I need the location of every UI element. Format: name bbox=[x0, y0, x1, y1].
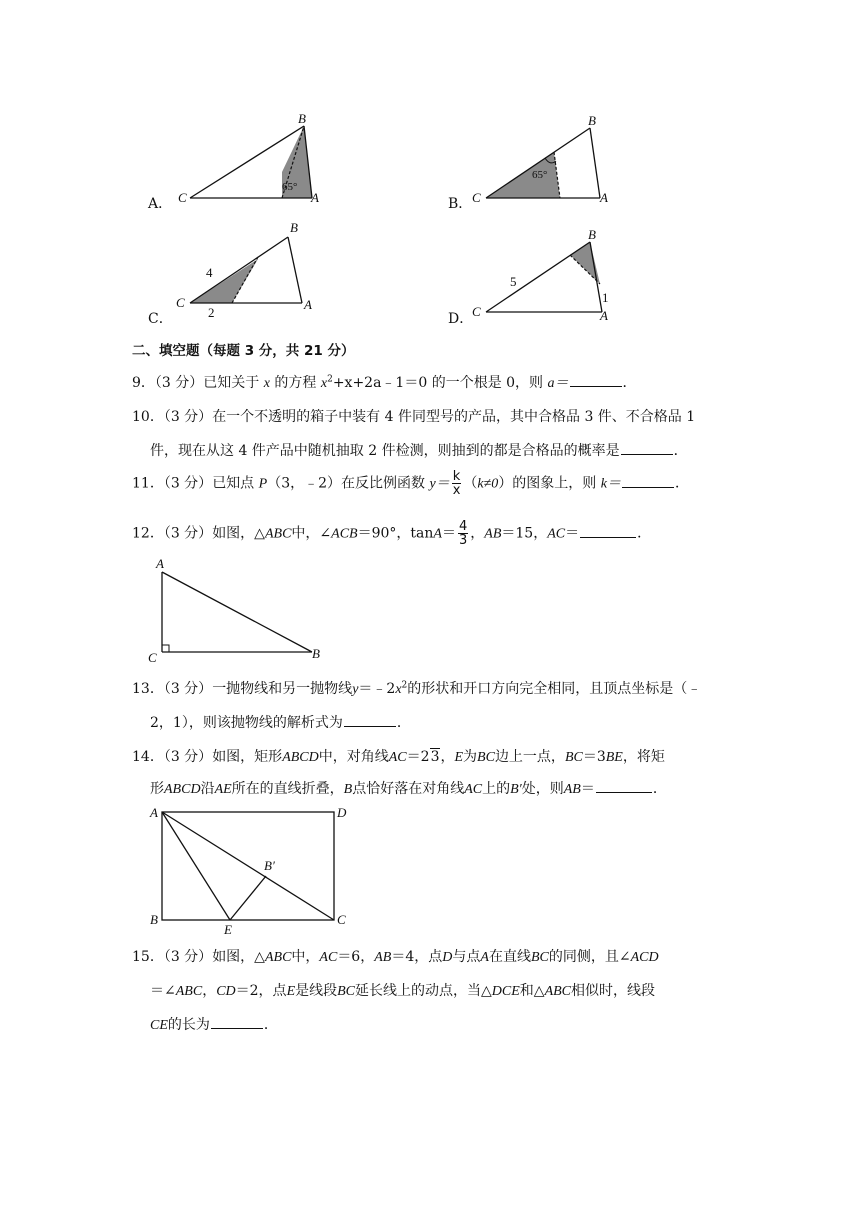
q14-vertex-d: D bbox=[337, 805, 347, 820]
q14-point-b-prime: B′ bbox=[264, 858, 275, 873]
answer-blank-11[interactable] bbox=[622, 473, 674, 488]
answer-blank-12[interactable] bbox=[580, 523, 636, 538]
q14-rectangle-figure bbox=[140, 800, 370, 940]
question-15-line-2: ＝∠ABC，CD＝2，点E是线段BC延长线上的动点，当△DCE和△ABC相似时，线段 bbox=[150, 983, 656, 999]
answer-blank-15[interactable] bbox=[211, 1014, 263, 1029]
option-c-side-ba bbox=[288, 237, 302, 303]
option-b-angle: 65° bbox=[532, 169, 548, 181]
option-b-side-ba bbox=[590, 128, 600, 198]
option-b-vertex-a: A bbox=[600, 190, 608, 205]
option-d-side-5: 5 bbox=[510, 274, 517, 289]
option-b-label: B． bbox=[448, 196, 473, 212]
option-c-label: C． bbox=[148, 311, 173, 327]
question-9: 9．（3 分）已知关于 x 的方程 $x^2+x+2a﹣1=0$ 的一个根是 0，则 a＝ ． bbox=[132, 372, 637, 392]
question-14-line-1: 14．（3 分）如图，矩形ABCD中，对角线AC＝23，E为BC边上一点，BC＝3BE，将矩 bbox=[132, 749, 665, 765]
option-b-vertex-c: C bbox=[472, 190, 481, 205]
option-a-triangle-figure bbox=[170, 108, 330, 208]
question-10-line-2: 件，现在从这 4 件产品中随机抽取 2 件检测，则抽到的都是合格品的概率是 ． bbox=[150, 440, 688, 460]
option-c-side-cb bbox=[190, 237, 288, 303]
option-d-side-1: 1 bbox=[602, 290, 609, 305]
option-b-triangle-figure bbox=[470, 108, 630, 208]
option-d-label: D． bbox=[448, 311, 474, 327]
q14-fold-line-ae bbox=[162, 812, 230, 920]
question-13-line-2: 2，1），则该抛物线的解析式为 ． bbox=[150, 712, 411, 732]
question-12: 12．（3 分）如图，△ABC中，∠ACB＝90°，tanA＝ $\frac{4}{3}$ ，AB＝15，AC＝ ． bbox=[132, 519, 652, 548]
q14-vertex-a: A bbox=[150, 805, 158, 820]
answer-blank-14[interactable] bbox=[596, 778, 652, 793]
q14-segment-eb-prime bbox=[230, 876, 266, 920]
question-13-line-1: 13．（3 分）一抛物线和另一抛物线$y=﹣2x^2$的形状和开口方向完全相同，且顶点坐标是（﹣ bbox=[132, 680, 702, 697]
question-14-line-2: 形ABCD沿AE所在的直线折叠，B点恰好落在对角线AC上的B′处，则AB＝ ． bbox=[150, 778, 667, 798]
option-d-side-cb bbox=[486, 242, 590, 312]
question-10-line-1: 10．（3 分）在一个不透明的箱子中装有 4 件同型号的产品，其中合格品 3 件、不合格品 1 bbox=[132, 409, 696, 425]
option-a-vertex-a: A bbox=[311, 190, 319, 205]
option-c-side-2: 2 bbox=[208, 305, 215, 320]
sqrt-3: 3 bbox=[430, 749, 440, 765]
option-c-triangle-figure bbox=[170, 215, 330, 325]
answer-blank-9[interactable] bbox=[570, 372, 622, 387]
option-a-angle: 65° bbox=[282, 181, 298, 193]
q12-vertex-a: A bbox=[156, 556, 164, 571]
answer-blank-10[interactable] bbox=[621, 440, 673, 455]
option-a-label: A． bbox=[148, 196, 173, 212]
q12-vertex-b: B bbox=[312, 646, 320, 661]
option-d-vertex-a: A bbox=[600, 308, 608, 322]
section-title: 二、填空题（每题 3 分，共 21 分） bbox=[132, 343, 355, 359]
q14-point-e: E bbox=[224, 922, 232, 937]
answer-blank-13[interactable] bbox=[344, 712, 396, 727]
option-a-vertex-b: B bbox=[298, 111, 306, 126]
option-c-side-4: 4 bbox=[206, 265, 213, 280]
question-15-line-3: CE的长为 ． bbox=[150, 1014, 278, 1034]
option-b-vertex-b: B bbox=[588, 113, 596, 128]
option-d-vertex-b: B bbox=[588, 227, 596, 242]
option-a-vertex-c: C bbox=[178, 190, 187, 205]
q14-diagonal-ac bbox=[162, 812, 334, 920]
question-15-line-1: 15．（3 分）如图，△ABC中，AC＝6，AB＝4，点D与点A在直线BC的同侧，且∠ACD bbox=[132, 949, 659, 965]
option-d-triangle-figure bbox=[470, 222, 630, 322]
fraction-4-over-3: $\frac{4}{3}$ bbox=[458, 519, 468, 548]
q12-vertex-c: C bbox=[148, 650, 157, 665]
q14-vertex-b: B bbox=[150, 912, 158, 927]
option-c-vertex-c: C bbox=[176, 295, 185, 310]
q12-right-angle-mark bbox=[162, 645, 169, 652]
option-c-vertex-a: A bbox=[304, 297, 312, 312]
fraction-k-over-x: $\frac{k}{x}$ bbox=[452, 469, 461, 498]
question-11: 11．（3 分）已知点 P（3，﹣2）在反比例函数 y＝ $\frac{k}{x}$ （k≠0）的图象上，则 k＝ ． bbox=[132, 469, 689, 498]
option-d-vertex-c: C bbox=[472, 304, 481, 319]
q12-side-ab bbox=[162, 572, 312, 652]
option-d-side-ba bbox=[590, 242, 602, 312]
q12-right-triangle-figure bbox=[140, 552, 340, 668]
option-c-vertex-b: B bbox=[290, 220, 298, 235]
q14-vertex-c: C bbox=[337, 912, 346, 927]
